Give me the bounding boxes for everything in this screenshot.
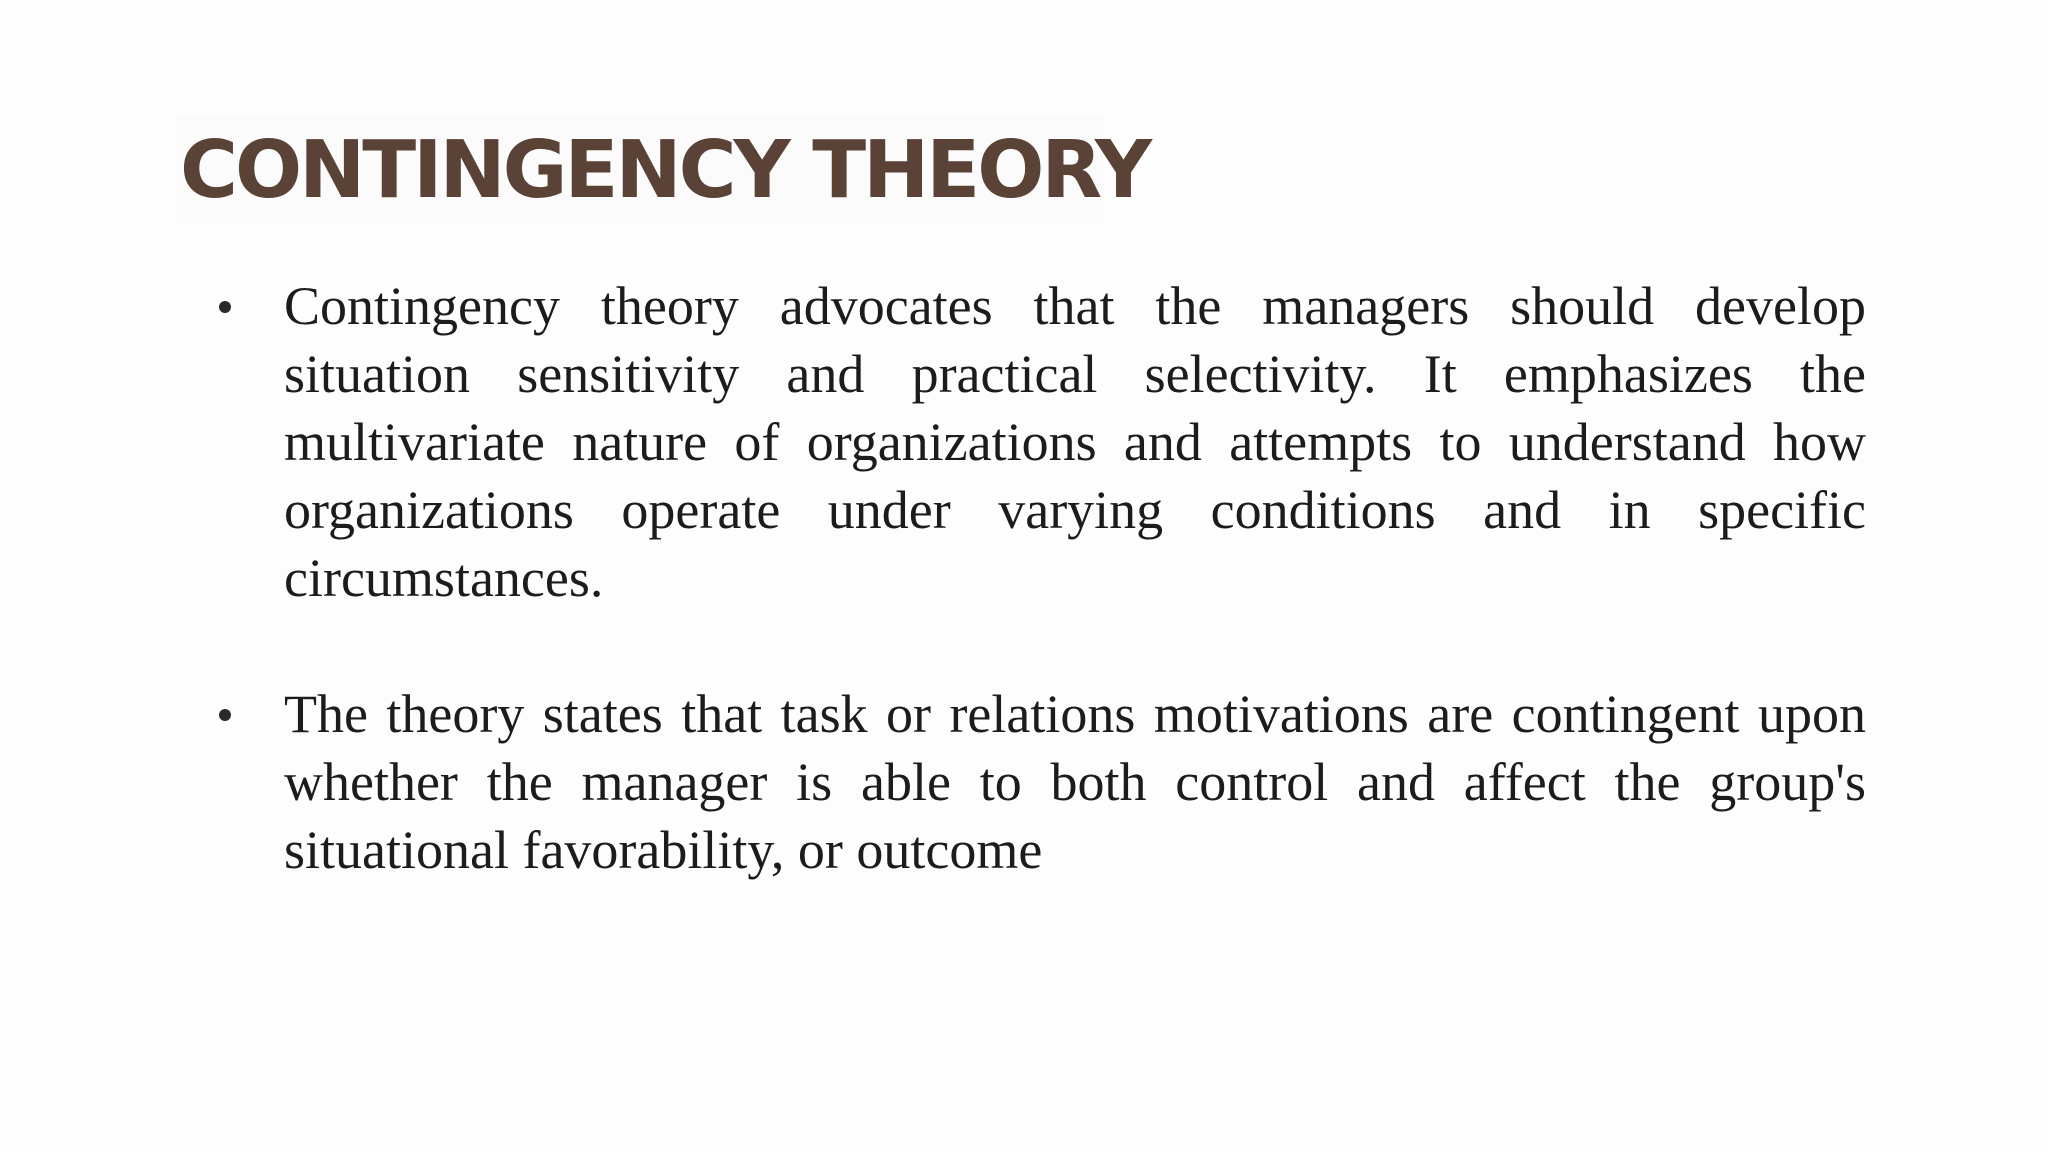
bullet-text: The theory states that task or relations motivations are contingent upon whether the manager is able to both control and affect the group's situational favorability, or outcome: [284, 684, 1866, 880]
bullet-text: Contingency theory advocates that the managers should develop situation sensitivity and practical selectivity. It emphasizes the multivariate nature of organizations and attempts to understand how organizations operate under varying conditions and in specific circumstances.: [284, 276, 1866, 608]
bullet-dot-icon: [219, 301, 231, 313]
bullet-item: [208, 272, 1866, 612]
bullet-dot-icon: [219, 709, 231, 721]
bullet-item: [208, 680, 1866, 884]
bullet-list: [208, 272, 1866, 884]
slide-title: CONTINGENCY THEORY: [180, 124, 1150, 216]
